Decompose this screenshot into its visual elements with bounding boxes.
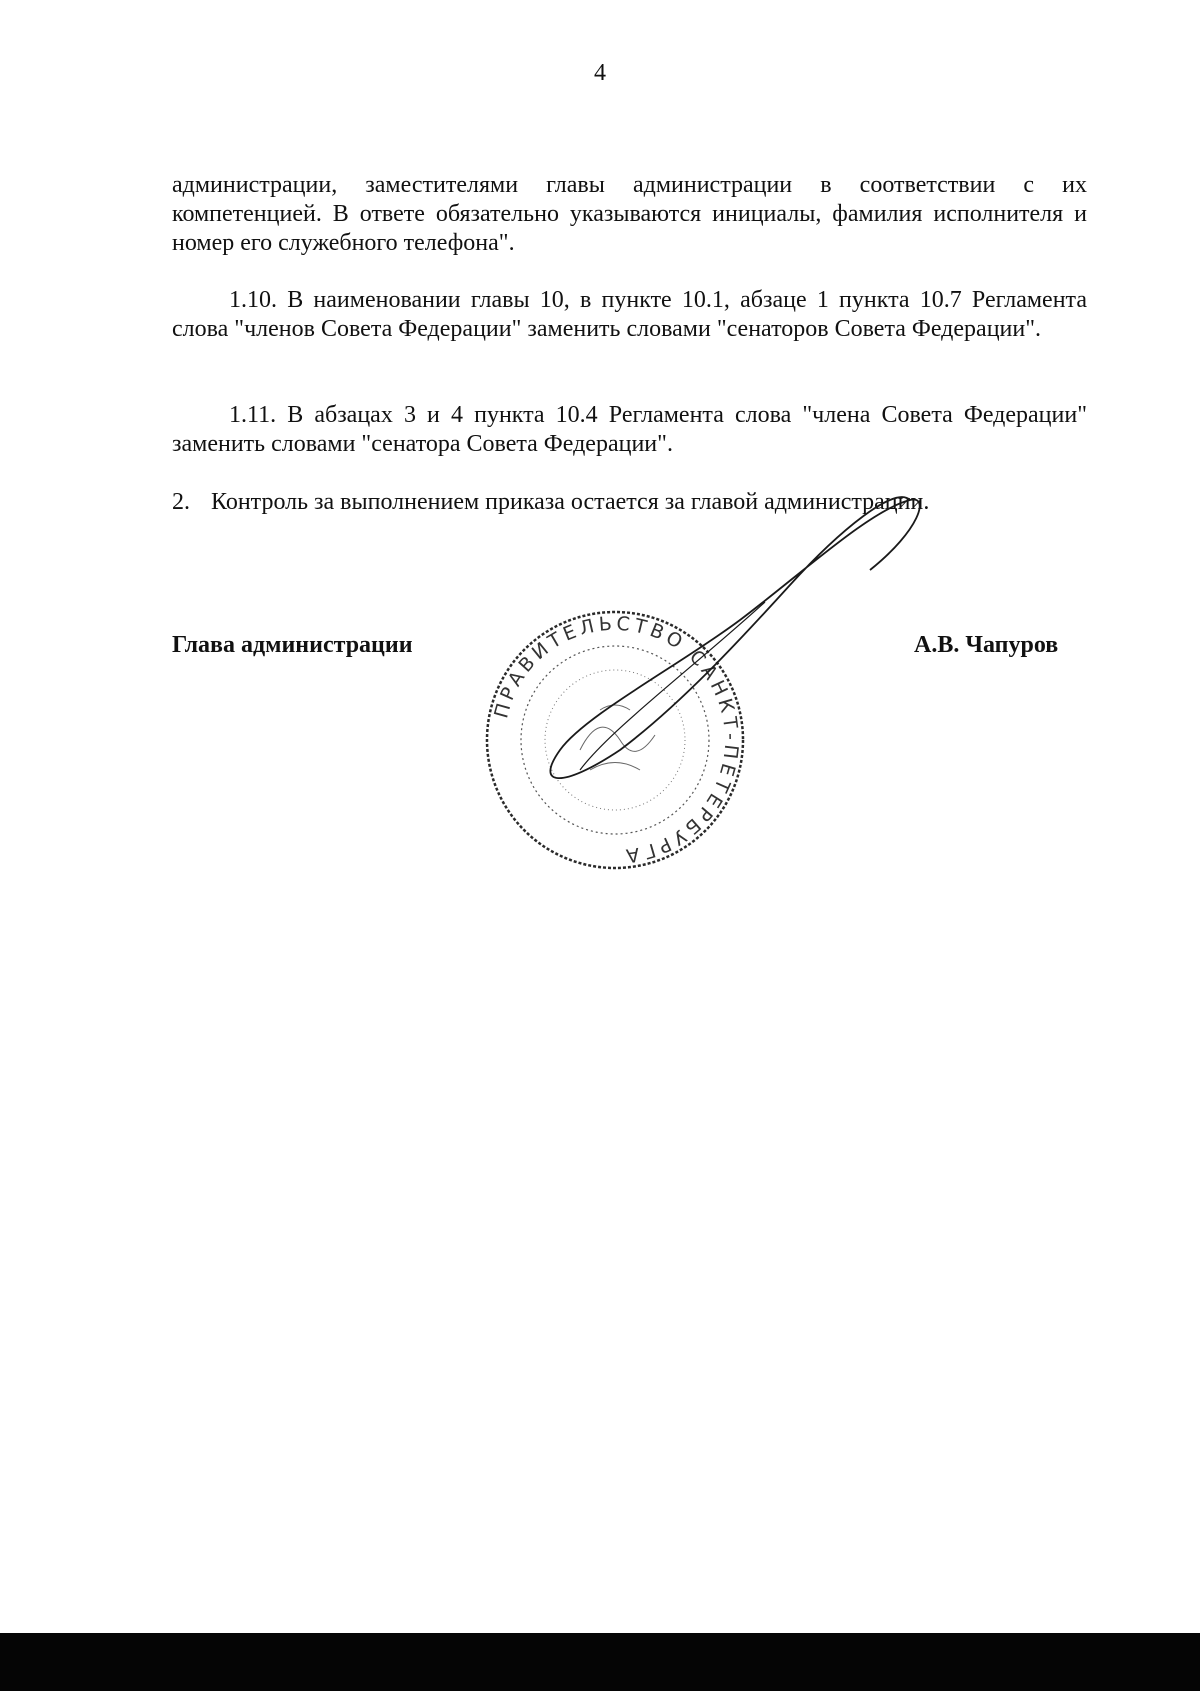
paragraph-continuation: администрации, заместителями главы администрации в соответствии с их компетенцией. В ответе обязательно указываются инициалы, фамилия исполнителя и номер его служебного телефона". bbox=[172, 172, 1087, 256]
handwritten-signature bbox=[540, 490, 950, 820]
paragraph-item-1-10: 1.10. В наименовании главы 10, в пункте 10.1, абзаце 1 пункта 10.7 Регламента слова "членов Совета Федерации" заменить словами "сенаторов Совета Федерации". bbox=[172, 287, 1087, 342]
page-number: 4 bbox=[594, 60, 606, 86]
scan-footer-bar bbox=[0, 1633, 1200, 1691]
paragraph-item-1-11: 1.11. В абзацах 3 и 4 пункта 10.4 Регламента слова "члена Совета Федерации" заменить словами "сенатора Совета Федерации". bbox=[172, 402, 1087, 457]
stamp-text: ПРАВИТЕЛЬСТВО САНКТ-ПЕТЕРБУРГА bbox=[490, 612, 743, 867]
item-2-number: 2. bbox=[172, 489, 190, 515]
signatory-title: Глава администрации bbox=[172, 632, 413, 658]
item-2-text: Контроль за выполнением приказа остается за главой администрации. bbox=[211, 489, 930, 515]
signatory-name: А.В. Чапуров bbox=[914, 632, 1059, 658]
